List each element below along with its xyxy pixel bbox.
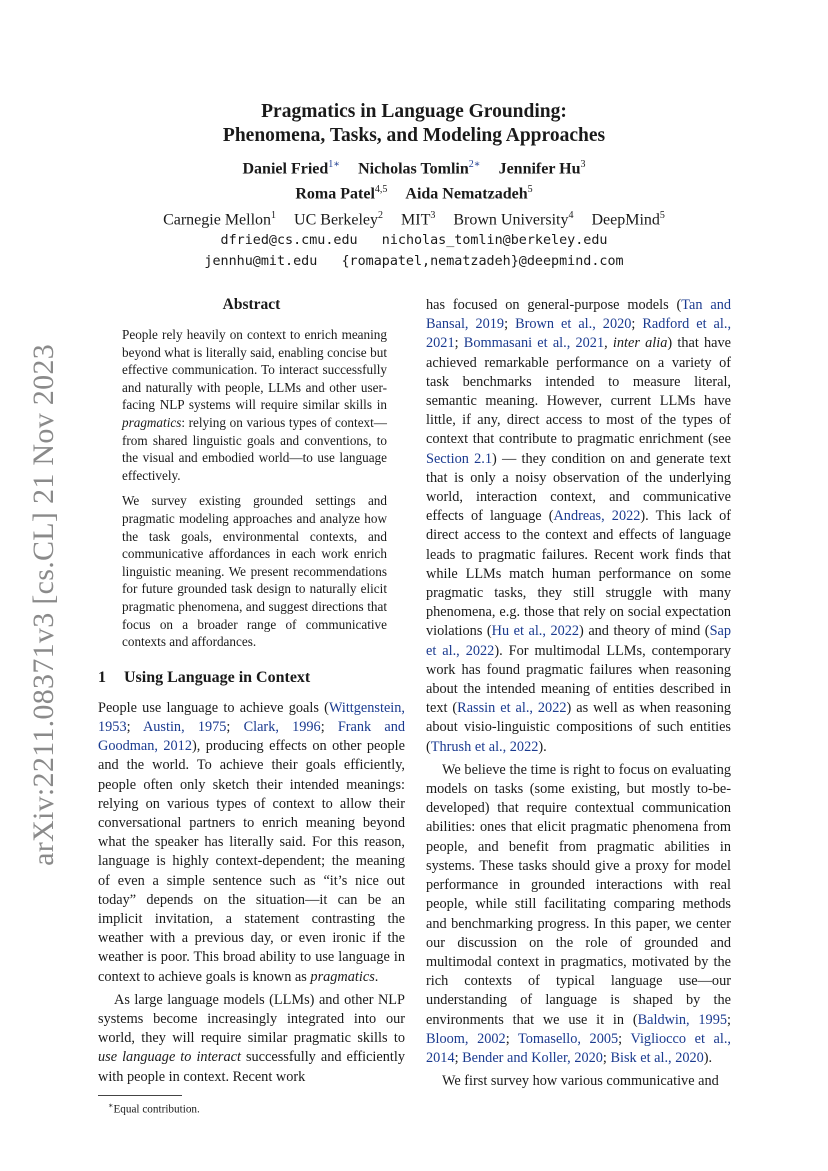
author-superscript: 1∗ xyxy=(328,159,341,170)
affiliation: Brown University xyxy=(453,210,569,228)
body-text: ) that have achieved remarkable performance on a variety of task benchmarks intended to measure literal, semantic meaning. However, current LLMs have little, if any, direct access to most of the types of context that contribute to pragmatic enrichment (see xyxy=(426,335,731,448)
citation-link[interactable]: Bommasani et al., 2021 xyxy=(463,335,605,352)
footnote xyxy=(98,1099,405,1117)
body-text: ; xyxy=(727,1011,731,1028)
body-emphasis: inter alia xyxy=(612,335,668,352)
citation-link[interactable]: Tan and Bansal, 2019 xyxy=(426,297,731,333)
abstract-paragraph-2: We survey existing grounded settings and pragmatic modeling approaches and analyze how the task goals, environmental contexts, and communicative affordances in each work enrich linguistic meaning. We present recommendations for future grounded task design to naturally elicit pragmatic phenomena, and suggest directions that focus on a broader range of communicative contexts and affordances. xyxy=(122,493,387,650)
citation-link[interactable]: Wittgenstein, 1953 xyxy=(98,699,405,735)
body-text: ; xyxy=(602,1049,611,1066)
body-text: , xyxy=(604,335,613,352)
affiliations-line xyxy=(98,205,730,230)
author-name: Roma Patel xyxy=(295,185,375,203)
footnote-text: Equal contribution. xyxy=(113,1103,200,1116)
citation-link[interactable]: Austin, 1975 xyxy=(142,718,227,735)
body-emphasis: use language to interact xyxy=(98,1049,241,1066)
citation-link[interactable]: Clark, 1996 xyxy=(243,718,321,735)
body-text: . xyxy=(374,968,379,985)
citation-link[interactable]: Bender and Koller, 2020 xyxy=(462,1049,603,1066)
body-text: successfully and efficiently with people in context. Recent work xyxy=(98,1049,405,1085)
body-text: We believe the time is right to focus on evaluating models on tasks (some existing, but mostly to-be-developed) that require contextual communication abilities: ones that elicit pragmatic phenomena from people, and benefit from pragmatic abilities in systems. These tasks should give a proxy for model performance in grounded interactions with real people, while still facilitating comparing methods and benchmarking progress. In this paper, we center our discussion on the role of grounded and multimodal context in pragmatics, motivated by the rich contexts of typical language use—our understanding of language is shaped by the environments that we use it in ( xyxy=(426,761,731,1028)
affiliation-superscript: 3 xyxy=(430,209,436,221)
right-paragraph-3: We first survey how various communicative and xyxy=(442,1073,719,1090)
right-column xyxy=(426,296,731,1091)
email-line-1[interactable]: dfried@cs.cmu.edu nicholas_tomlin@berkeley.edu xyxy=(220,232,608,248)
body-text: ; xyxy=(126,718,143,735)
body-text: People use language to achieve goals ( xyxy=(98,699,329,716)
section-number: 1 xyxy=(98,668,106,686)
paper-title xyxy=(98,100,730,148)
author-names-line-1 xyxy=(98,154,730,179)
body-text: ) — they condition on and generate text that is only a noisy observation of the underlying world, interaction context, and communicative effects of language ( xyxy=(426,450,731,525)
author-superscript: 3 xyxy=(580,159,586,170)
citation-link[interactable]: Vigliocco et al., 2014 xyxy=(426,1030,731,1066)
citation-link[interactable]: Tomasello, 2005 xyxy=(518,1030,619,1047)
body-text: ; xyxy=(454,335,464,352)
section-title: Using Language in Context xyxy=(124,668,311,686)
body-text: ; xyxy=(618,1030,631,1047)
left-column xyxy=(98,296,405,1116)
abstract-paragraph-1 xyxy=(98,326,405,484)
body-text: ; xyxy=(454,1049,463,1066)
body-text: ; xyxy=(226,718,244,735)
citation-link[interactable]: Brown et al., 2020 xyxy=(515,316,632,333)
title-line-2: Phenomena, Tasks, and Modeling Approaches xyxy=(222,125,606,146)
body-text: ). This lack of direct access to the context and effects of language leads to pragmatic failures. Recent work finds that while LLMs match human performance on some pragmatic tasks, they still struggle with many phenomena, e.g. those that rely on social expectation violations ( xyxy=(426,508,731,640)
footnote-mark: ∗ xyxy=(108,1100,114,1110)
citation-link[interactable]: Hu et al., 2022 xyxy=(491,623,580,640)
footnote-rule xyxy=(98,1095,182,1096)
arxiv-stamp-text: arXiv:2211.08371v3 [cs.CL] 21 Nov 2023 xyxy=(27,344,60,866)
citation-link[interactable]: Thrush et al., 2022 xyxy=(430,738,539,755)
email-line-2[interactable]: jennhu@mit.edu {romapatel,nematzadeh}@deepmind.com xyxy=(204,253,624,269)
body-text: ) as well as when reasoning about visio-linguistic compositions of such entities ( xyxy=(426,700,731,755)
author-superscript: 5 xyxy=(527,184,533,196)
author-name: Aida Nematzadeh xyxy=(405,185,528,203)
affiliation-superscript: 5 xyxy=(659,209,665,221)
affiliation: UC Berkeley xyxy=(294,210,379,228)
author-name: Daniel Fried xyxy=(242,160,329,178)
affiliation: DeepMind xyxy=(591,210,660,228)
body-text: ; xyxy=(631,316,643,333)
abstract-text: People rely heavily on context to enrich meaning beyond what is literally said, enabling concise but effective communication. To interact successfully and naturally with people, LLMs and other user-facing NLP systems will require similar skills in xyxy=(122,327,387,413)
body-text: ; xyxy=(504,316,516,333)
citation-link[interactable]: Bloom, 2002 xyxy=(426,1030,506,1047)
citation-link[interactable]: Rassin et al., 2022 xyxy=(457,700,567,717)
author-superscript: 4,5 xyxy=(374,184,388,196)
abstract-heading: Abstract xyxy=(222,296,281,313)
citation-link[interactable]: Sap et al., 2022 xyxy=(426,623,732,659)
right-paragraph-2 xyxy=(426,761,731,1068)
section-1-paragraph-1 xyxy=(98,699,405,987)
right-paragraph-1 xyxy=(426,296,731,757)
citation-link[interactable]: Frank and Goodman, 2012 xyxy=(98,718,406,755)
body-text: ; xyxy=(320,718,338,735)
section-heading xyxy=(98,669,405,687)
body-text: ), producing effects on other people and the world. To achieve their goals efficiently, people often only sketch their intended meanings: relying on various types of context to allow their conversational partners to enrich meaning beyond what the speaker has literally said. For this reason, language is highly context-dependent; the meaning of even a simple sentence such as “it’s nice out today” depends on the situation—it can be an implicit invitation, a statement contrasting the weather with a previous day, or even ironic if the weather is poor. This broad ability to use language in context to achieve goals is known as xyxy=(98,738,405,985)
abstract-emphasis: pragmatics xyxy=(122,414,182,430)
body-text: As large language models (LLMs) and other NLP systems become increasingly integrated into our world, they will require similar pragmatic skills to xyxy=(98,991,405,1047)
arxiv-stamp xyxy=(16,344,72,866)
abstract-text: : relying on various types of context—from shared linguistic goals and conventions, to the visual and embodied world—to use language effectively. xyxy=(122,414,387,483)
title-line-1: Pragmatics in Language Grounding: xyxy=(261,101,567,122)
affiliation-superscript: 1 xyxy=(271,209,277,221)
section-1-paragraph-2 xyxy=(98,991,405,1087)
citation-link[interactable]: Radford et al., 2021 xyxy=(426,316,732,352)
author-name: Nicholas Tomlin xyxy=(358,160,469,178)
body-emphasis: pragmatics xyxy=(310,968,375,985)
author-names-line-2 xyxy=(98,179,730,204)
affiliation-superscript: 4 xyxy=(568,209,574,221)
body-text: has focused on general-purpose models ( xyxy=(426,297,682,313)
affiliation: MIT xyxy=(401,210,431,228)
affiliation-superscript: 2 xyxy=(378,209,384,221)
author-block xyxy=(98,154,730,272)
author-name: Jennifer Hu xyxy=(498,160,581,178)
author-superscript: 2∗ xyxy=(468,159,481,170)
body-text: ). xyxy=(703,1049,713,1066)
citation-link[interactable]: Bisk et al., 2020 xyxy=(610,1049,704,1066)
body-text: ) and theory of mind ( xyxy=(579,623,710,640)
section-link[interactable]: Section 2.1 xyxy=(426,450,492,467)
body-text: ). xyxy=(538,738,547,755)
body-text: ). For multimodal LLMs, contemporary work has found pragmatic failures when reasoning about the intended meaning of entities described in text ( xyxy=(426,642,731,717)
citation-link[interactable]: Baldwin, 1995 xyxy=(637,1011,728,1028)
body-text: ; xyxy=(505,1030,519,1047)
citation-link[interactable]: Andreas, 2022 xyxy=(553,508,641,525)
affiliation: Carnegie Mellon xyxy=(163,210,272,228)
